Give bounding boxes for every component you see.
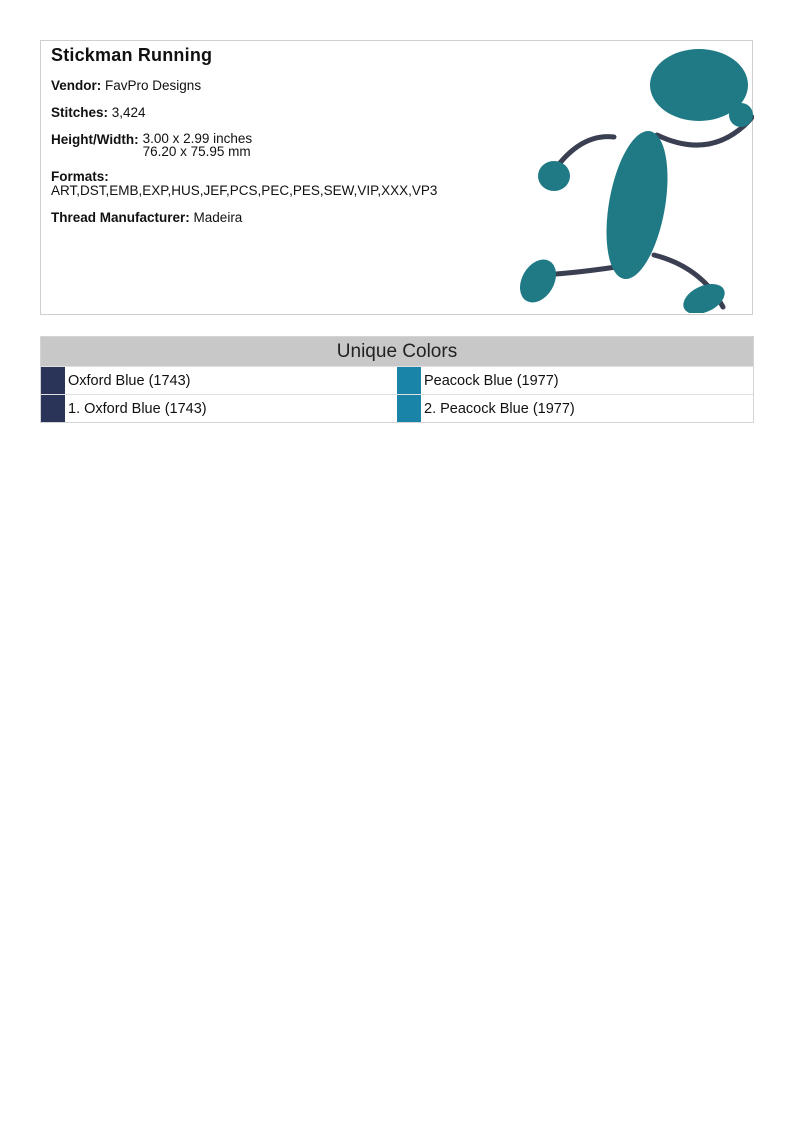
formats-value: ART,DST,EMB,EXP,HUS,JEF,PCS,PEC,PES,SEW,VIP,XXX,VP3 [51, 183, 438, 198]
vendor-value: FavPro Designs [105, 78, 202, 93]
color-name: Oxford Blue (1743) [68, 372, 191, 389]
stitches-value: 3,424 [111, 105, 146, 120]
color-name: 1. Oxford Blue (1743) [68, 400, 207, 417]
color-cell [41, 395, 397, 422]
formats-row [51, 170, 481, 198]
design-title: Stickman Running [51, 45, 213, 65]
height-width-inches: 3.00 x 2.99 inches [142, 131, 253, 146]
stickman-foot-left [513, 253, 564, 309]
design-info [51, 45, 481, 237]
height-width-row [51, 132, 481, 158]
vendor-row [51, 78, 481, 93]
stitches-row [51, 105, 481, 120]
design-card [40, 40, 753, 315]
color-name: Peacock Blue (1977) [424, 372, 559, 389]
stickman-hand-right [729, 103, 753, 127]
height-width-values [143, 132, 253, 158]
color-swatch [41, 395, 65, 422]
color-swatch [397, 367, 421, 394]
thread-value: Madeira [193, 210, 243, 225]
color-cell [397, 367, 753, 394]
thread-row [51, 210, 481, 225]
unique-colors-header: Unique Colors [41, 337, 753, 366]
height-width-label: Height/Width: [51, 132, 139, 147]
formats-label: Formats: [51, 169, 109, 184]
color-name: 2. Peacock Blue (1977) [424, 400, 575, 417]
height-width-mm: 76.20 x 75.95 mm [142, 144, 251, 159]
color-swatch [397, 395, 421, 422]
stitches-label: Stitches: [51, 105, 109, 120]
table-row [41, 394, 753, 422]
stickman-hand-left [538, 161, 570, 191]
table-row [41, 366, 753, 394]
vendor-label: Vendor: [51, 78, 102, 93]
thread-label: Thread Manufacturer: [51, 210, 190, 225]
color-cell [397, 395, 753, 422]
color-cell [41, 367, 397, 394]
stickman-running-preview [479, 45, 754, 313]
unique-colors-table [40, 336, 754, 423]
color-swatch [41, 367, 65, 394]
